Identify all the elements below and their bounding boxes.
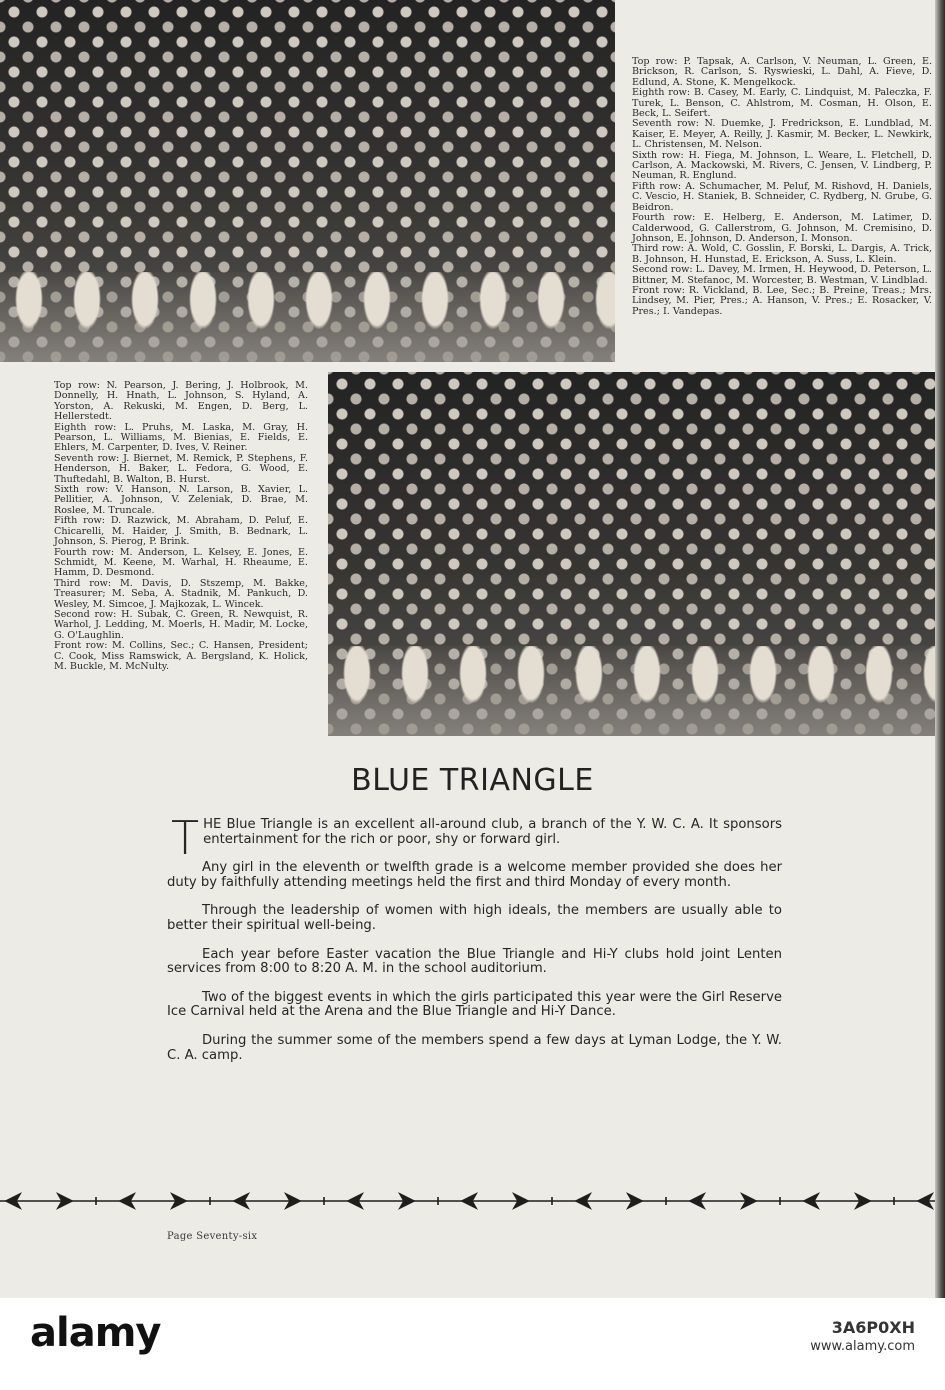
photo-front-row — [328, 646, 935, 736]
watermark-url: www.alamy.com — [810, 1339, 915, 1354]
book-binding-edge — [935, 0, 945, 1298]
watermark-id-block — [810, 1318, 915, 1354]
article-paragraph: Two of the biggest events in which the girls participated this year were the Girl Reserve Ice Carnival held at the Arena and the Blue Triangle and Hi-Y Dance. — [167, 989, 782, 1020]
arrow-border-ornament — [0, 1188, 945, 1214]
caption-row: Front row: R. Vickland, B. Lee, Sec.; B. Preine, Treas.; Mrs. Lindsey, M. Pier, Pres.; A. Hanson, V. Pres.; E. Rosacker, V. Pres.; I. Vandepas. — [632, 284, 932, 317]
article-paragraph: During the summer some of the members spend a few days at Lyman Lodge, the Y. W. C. A. camp. — [167, 1032, 782, 1063]
caption-row: Fourth row: E. Helberg, E. Anderson, M. Latimer, D. Calderwood, G. Callerstrom, G. Johnson, M. Cremisino, D. Johnson, E. Johnson, D. Anderson, I. Monson. — [632, 212, 932, 244]
caption-row: Fifth row: D. Razwick, M. Abraham, D. Peluf, E. Chicarelli, M. Haider, J. Smith, B. Bednark, L. Johnson, S. Pierog, P. Brink. — [54, 515, 308, 548]
caption-top — [632, 57, 932, 317]
caption-row: Seventh row: N. Duemke, J. Fredrickson, E. Lundblad, M. Kaiser, E. Meyer, A. Reilly, J. Kasmir, M. Becker, L. Newkirk, L. Christensen, M. Nelson. — [632, 118, 932, 151]
caption-row: Third row: A. Wold, C. Gosslin, F. Borski, L. Dargis, A. Trick, B. Johnson, H. Hunstad, E. Erickson, A. Suss, L. Klein. — [632, 243, 932, 265]
article-paragraph: THE Blue Triangle is an excellent all-around club, a branch of the Y. W. C. A. It sponsors entertainment for the rich or poor, shy or forward girl. — [171, 811, 782, 865]
watermark-logo: alamy — [30, 1310, 161, 1356]
article-title: BLUE TRIANGLE — [351, 763, 594, 798]
group-photo-bottom — [328, 372, 935, 736]
caption-row: Eighth row: L. Pruhs, M. Laska, M. Gray, H. Pearson, L. Williams, M. Bienias, E. Fields, E. Ehlers, M. Carpenter, D. Ives, V. Reiner. — [54, 421, 308, 454]
caption-row: Second row: L. Davey, M. Irmen, H. Heywood, D. Peterson, L. Bittner, M. Stefanoc, M. Worcester, B. Westman, V. Lindblad. — [632, 264, 932, 286]
caption-row: Top row: N. Pearson, J. Bering, J. Holbrook, M. Donnelly, H. Hnath, L. Johnson, S. Hyland, A. Yorston, A. Rekuski, M. Engen, D. Berg, L. Hellerstedt. — [54, 380, 308, 423]
dropcap: T — [171, 811, 200, 865]
caption-row: Third row: M. Davis, D. Stszemp, M. Bakke, Treasurer; M. Seba, A. Stadnik, M. Pankuch, D. Wesley, M. Simcoe, J. Majkozak, L. Wincek. — [54, 577, 308, 610]
caption-row: Front row: M. Collins, Sec.; C. Hansen, President; C. Cook, Miss Ramswick, A. Bergsland, K. Holick, M. Buckle, M. McNulty. — [54, 640, 308, 672]
article-paragraph: Through the leadership of women with high ideals, the members are usually able to better their spiritual well-being. — [167, 903, 782, 933]
caption-row: Fourth row: M. Anderson, L. Kelsey, E. Jones, E. Schmidt, M. Keene, M. Warhal, H. Rheaume, E. Hamm, D. Desmond. — [54, 546, 308, 579]
caption-row: Top row: P. Tapsak, A. Carlson, V. Neuman, L. Green, E. Brickson, R. Carlson, S. Ryswieski, L. Dahl, A. Fieve, D. Edlund, A. Stone, K. Mengelkock. — [632, 56, 932, 88]
article-paragraph: Each year before Easter vacation the Blue Triangle and Hi-Y clubs hold joint Lenten services from 8:00 to 8:20 A. M. in the school auditorium. — [167, 946, 782, 977]
watermark-image-id: 3A6P0XH — [831, 1318, 915, 1337]
article-paragraph: Any girl in the eleventh or twelfth grade is a welcome member provided she does her duty by faithfully attending meetings held the first and third Monday of every month. — [167, 860, 782, 890]
group-photo-top — [0, 0, 615, 362]
caption-row: Second row: H. Subak, C. Green, R. Newquist, R. Warhol, J. Ledding, M. Moerls, H. Madir, M. Locke, G. O'Laughlin. — [54, 608, 308, 641]
article-body — [167, 811, 782, 1077]
caption-row: Sixth row: H. Fiega, M. Johnson, L. Weare, L. Fletchell, D. Carlson, A. Mackowski, M. Rivers, C. Jensen, V. Lindberg, P. Neuman, R. Englund. — [632, 149, 932, 182]
caption-bottom — [54, 381, 308, 672]
caption-row: Fifth row: A. Schumacher, M. Peluf, M. Rishovd, H. Daniels, C. Vescio, H. Staniek, B. Schneider, C. Rydberg, N. Grube, G. Beidron. — [632, 180, 932, 213]
caption-row: Sixth row: V. Hanson, N. Larson, B. Xavier, L. Pellitier, A. Johnson, V. Zeleniak, D. Brae, M. Roslee, M. Truncale. — [54, 484, 308, 516]
photo-front-row — [0, 272, 615, 362]
page-number: Page Seventy-six — [167, 1231, 258, 1242]
caption-row: Seventh row: J. Biernet, M. Remick, P. Stephens, F. Henderson, H. Baker, L. Fedora, G. Wood, E. Thuftedahl, B. Walton, B. Hurst. — [54, 452, 308, 485]
caption-row: Eighth row: B. Casey, M. Early, C. Lindquist, M. Paleczka, F. Turek, L. Benson, C. Ahlstrom, M. Cosman, H. Olson, E. Beck, L. Seifert. — [632, 87, 932, 120]
